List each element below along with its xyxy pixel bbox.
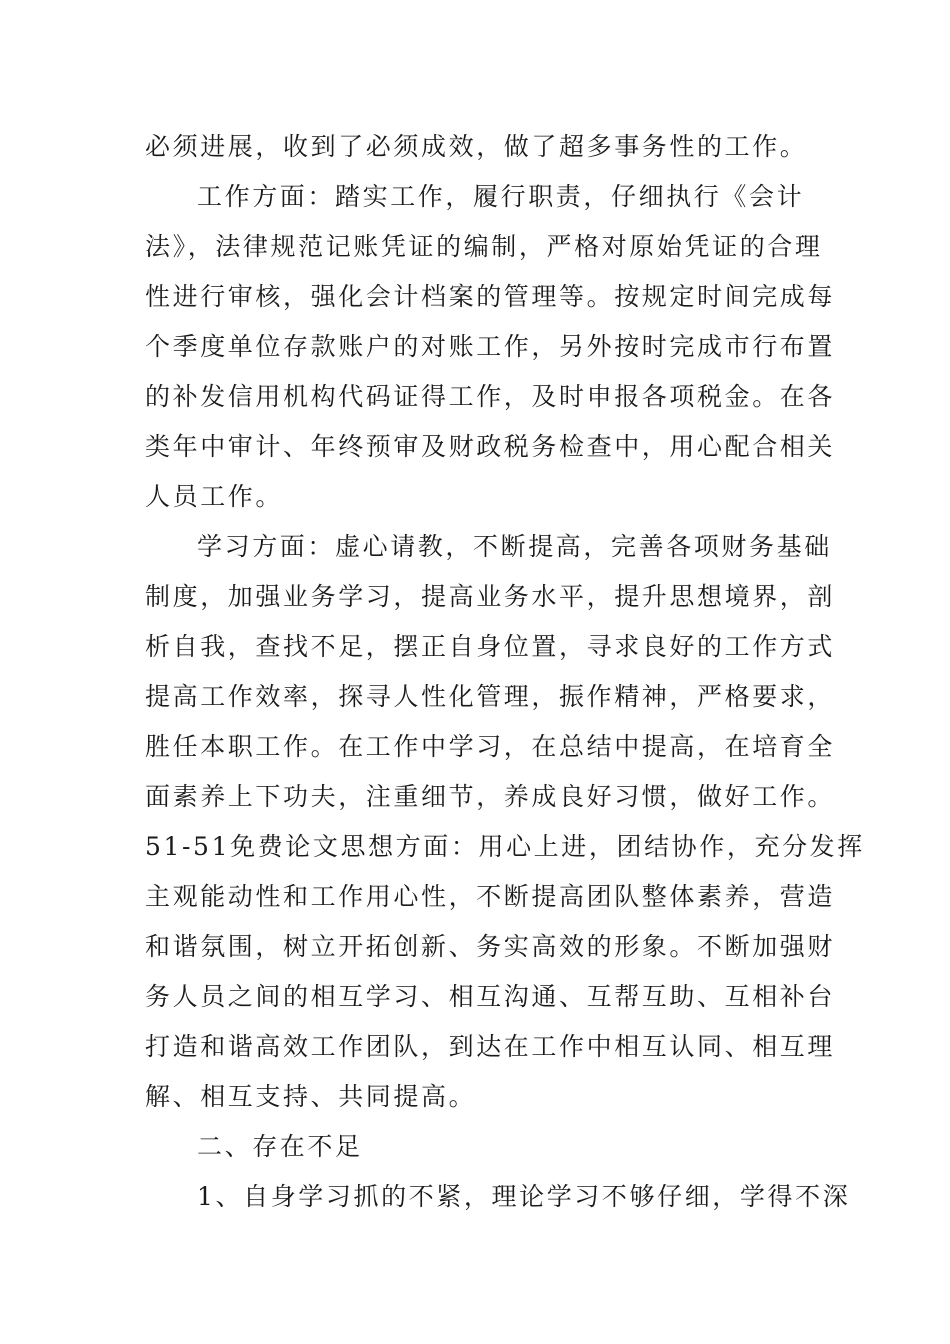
text-line: 类年中审计、年终预审及财政税务检查中，用心配合相关 (145, 432, 836, 461)
text-line: 打造和谐高效工作团队，到达在工作中相互认同、相互理 (145, 1032, 836, 1061)
text-line: 人员工作。 (145, 482, 284, 511)
text-line: 二、存在不足 (197, 1132, 363, 1161)
text-line: 胜任本职工作。在工作中学习，在总结中提高，在培育全 (145, 732, 836, 761)
text-line: 和谐氛围，树立开拓创新、务实高效的形象。不断加强财 (145, 932, 836, 961)
text-line: 解、相互支持、共同提高。 (145, 1082, 477, 1111)
text-line: 法》，法律规范记账凭证的编制，严格对原始凭证的合理 (145, 232, 823, 261)
text-line: 制度，加强业务学习，提高业务水平，提升思想境界，剖 (145, 582, 836, 611)
text-line: 工作方面：踏实工作，履行职责，仔细执行《会计 (197, 182, 805, 211)
text-line: 必须进展，收到了必须成效，做了超多事务性的工作。 (145, 132, 808, 161)
text-line: 面素养上下功夫，注重细节，养成良好习惯，做好工作。 (145, 782, 836, 811)
text-line: 主观能动性和工作用心性，不断提高团队整体素养，营造 (145, 882, 836, 911)
text-line: 1、自身学习抓的不紧，理论学习不够仔细，学得不深 (197, 1182, 851, 1211)
text-line: 性进行审核，强化会计档案的管理等。按规定时间完成每 (145, 282, 836, 311)
text-line: 析自我，查找不足，摆正自身位置，寻求良好的工作方式 (145, 632, 836, 661)
text-line: 的补发信用机构代码证得工作，及时申报各项税金。在各 (145, 382, 836, 411)
text-line: 务人员之间的相互学习、相互沟通、互帮互助、互相补台 (145, 982, 836, 1011)
body-text (145, 122, 865, 1222)
text-line: 51-51免费论文思想方面：用心上进，团结协作，充分发挥 (145, 832, 865, 861)
text-line: 个季度单位存款账户的对账工作，另外按时完成市行布置 (145, 332, 836, 361)
text-line: 提高工作效率，探寻人性化管理，振作精神，严格要求， (145, 682, 836, 711)
text-line: 学习方面：虚心请教，不断提高，完善各项财务基础 (197, 532, 832, 561)
